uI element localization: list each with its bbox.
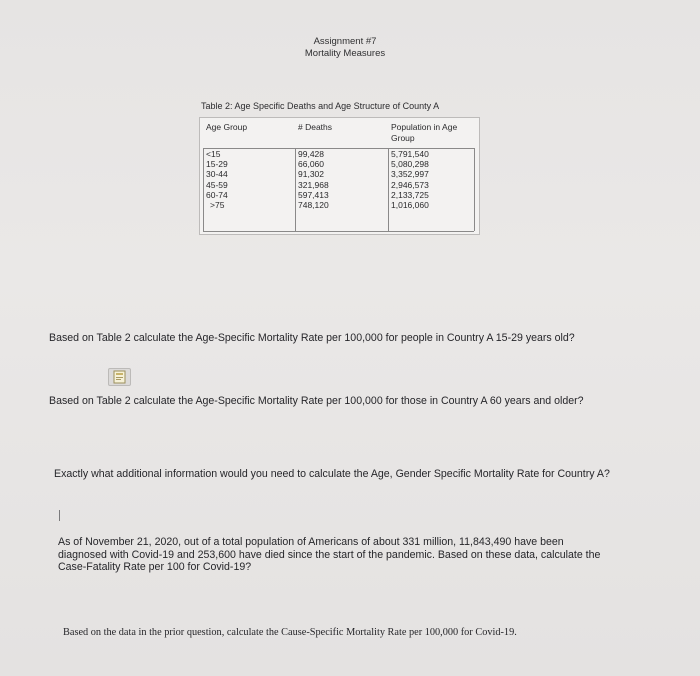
question-2: Based on Table 2 calculate the Age-Specific Mortality Rate per 100,000 for those in Country A 60 years and older? [49,395,584,407]
table-caption: Table 2: Age Specific Deaths and Age Structure of County A [201,101,440,111]
table-header-deaths: # Deaths [298,122,333,132]
table-cell: 91,302 [298,169,324,180]
table-grid-top [203,148,474,149]
table-grid-bottom [203,231,474,232]
document-attachment-icon[interactable] [108,368,131,386]
table-cell: 60-74 [206,189,228,200]
table-cell: >75 [210,200,225,211]
table-cell: <15 [206,149,221,159]
table-header-population: Population in Age Group [391,122,458,143]
table-cell: 30-44 [206,169,228,180]
table-grid-line [295,148,296,231]
table-cell: 1,016,060 [391,200,429,211]
table-cell: 5,080,298 [391,159,429,170]
table-cell: 99,428 [298,149,324,159]
table-cell: 2,946,573 [391,179,429,190]
table-cell: 748,120 [298,200,329,211]
document-title: Assignment #7 [313,36,377,47]
document-subtitle: Mortality Measures [304,48,386,59]
document-attachment-icon-graphic [109,369,130,385]
question-5: Based on the data in the prior question, calculate the Cause-Specific Mortality Rate per 100,000 for Covid-19. [63,627,517,638]
table-cell: 45-59 [206,179,228,190]
table-column-population [391,149,429,210]
text-cursor-icon [59,510,60,521]
table-grid-line [388,148,389,231]
table-cell: 5,791,540 [391,149,429,159]
table-column-age-group [206,149,228,210]
table-column-deaths [298,149,329,210]
question-1: Based on Table 2 calculate the Age-Specific Mortality Rate per 100,000 for people in Country A 15-29 years old? [49,332,575,344]
age-structure-table [199,117,480,235]
question-4: As of November 21, 2020, out of a total population of Americans of about 331 million, 11,843,490 have been diagnosed with Covid-19 and 253,600 have died since the start of the pandemic. Based on these data, calculate the Case-Fatality Rate per 100 for Covid-19? [58,536,601,573]
table-cell: 597,413 [298,189,329,200]
table-cell: 321,968 [298,179,329,190]
document-title-block [280,36,410,60]
table-cell: 15-29 [206,159,228,170]
table-cell: 2,133,725 [391,189,429,200]
question-3: Exactly what additional information would you need to calculate the Age, Gender Specific Mortality Rate for Country A? [54,468,610,480]
table-cell: 66,060 [298,159,324,170]
table-grid-line [203,148,204,231]
table-header-age-group: Age Group [206,122,248,132]
table-grid-line [474,148,475,231]
table-cell: 3,352,997 [391,169,429,180]
